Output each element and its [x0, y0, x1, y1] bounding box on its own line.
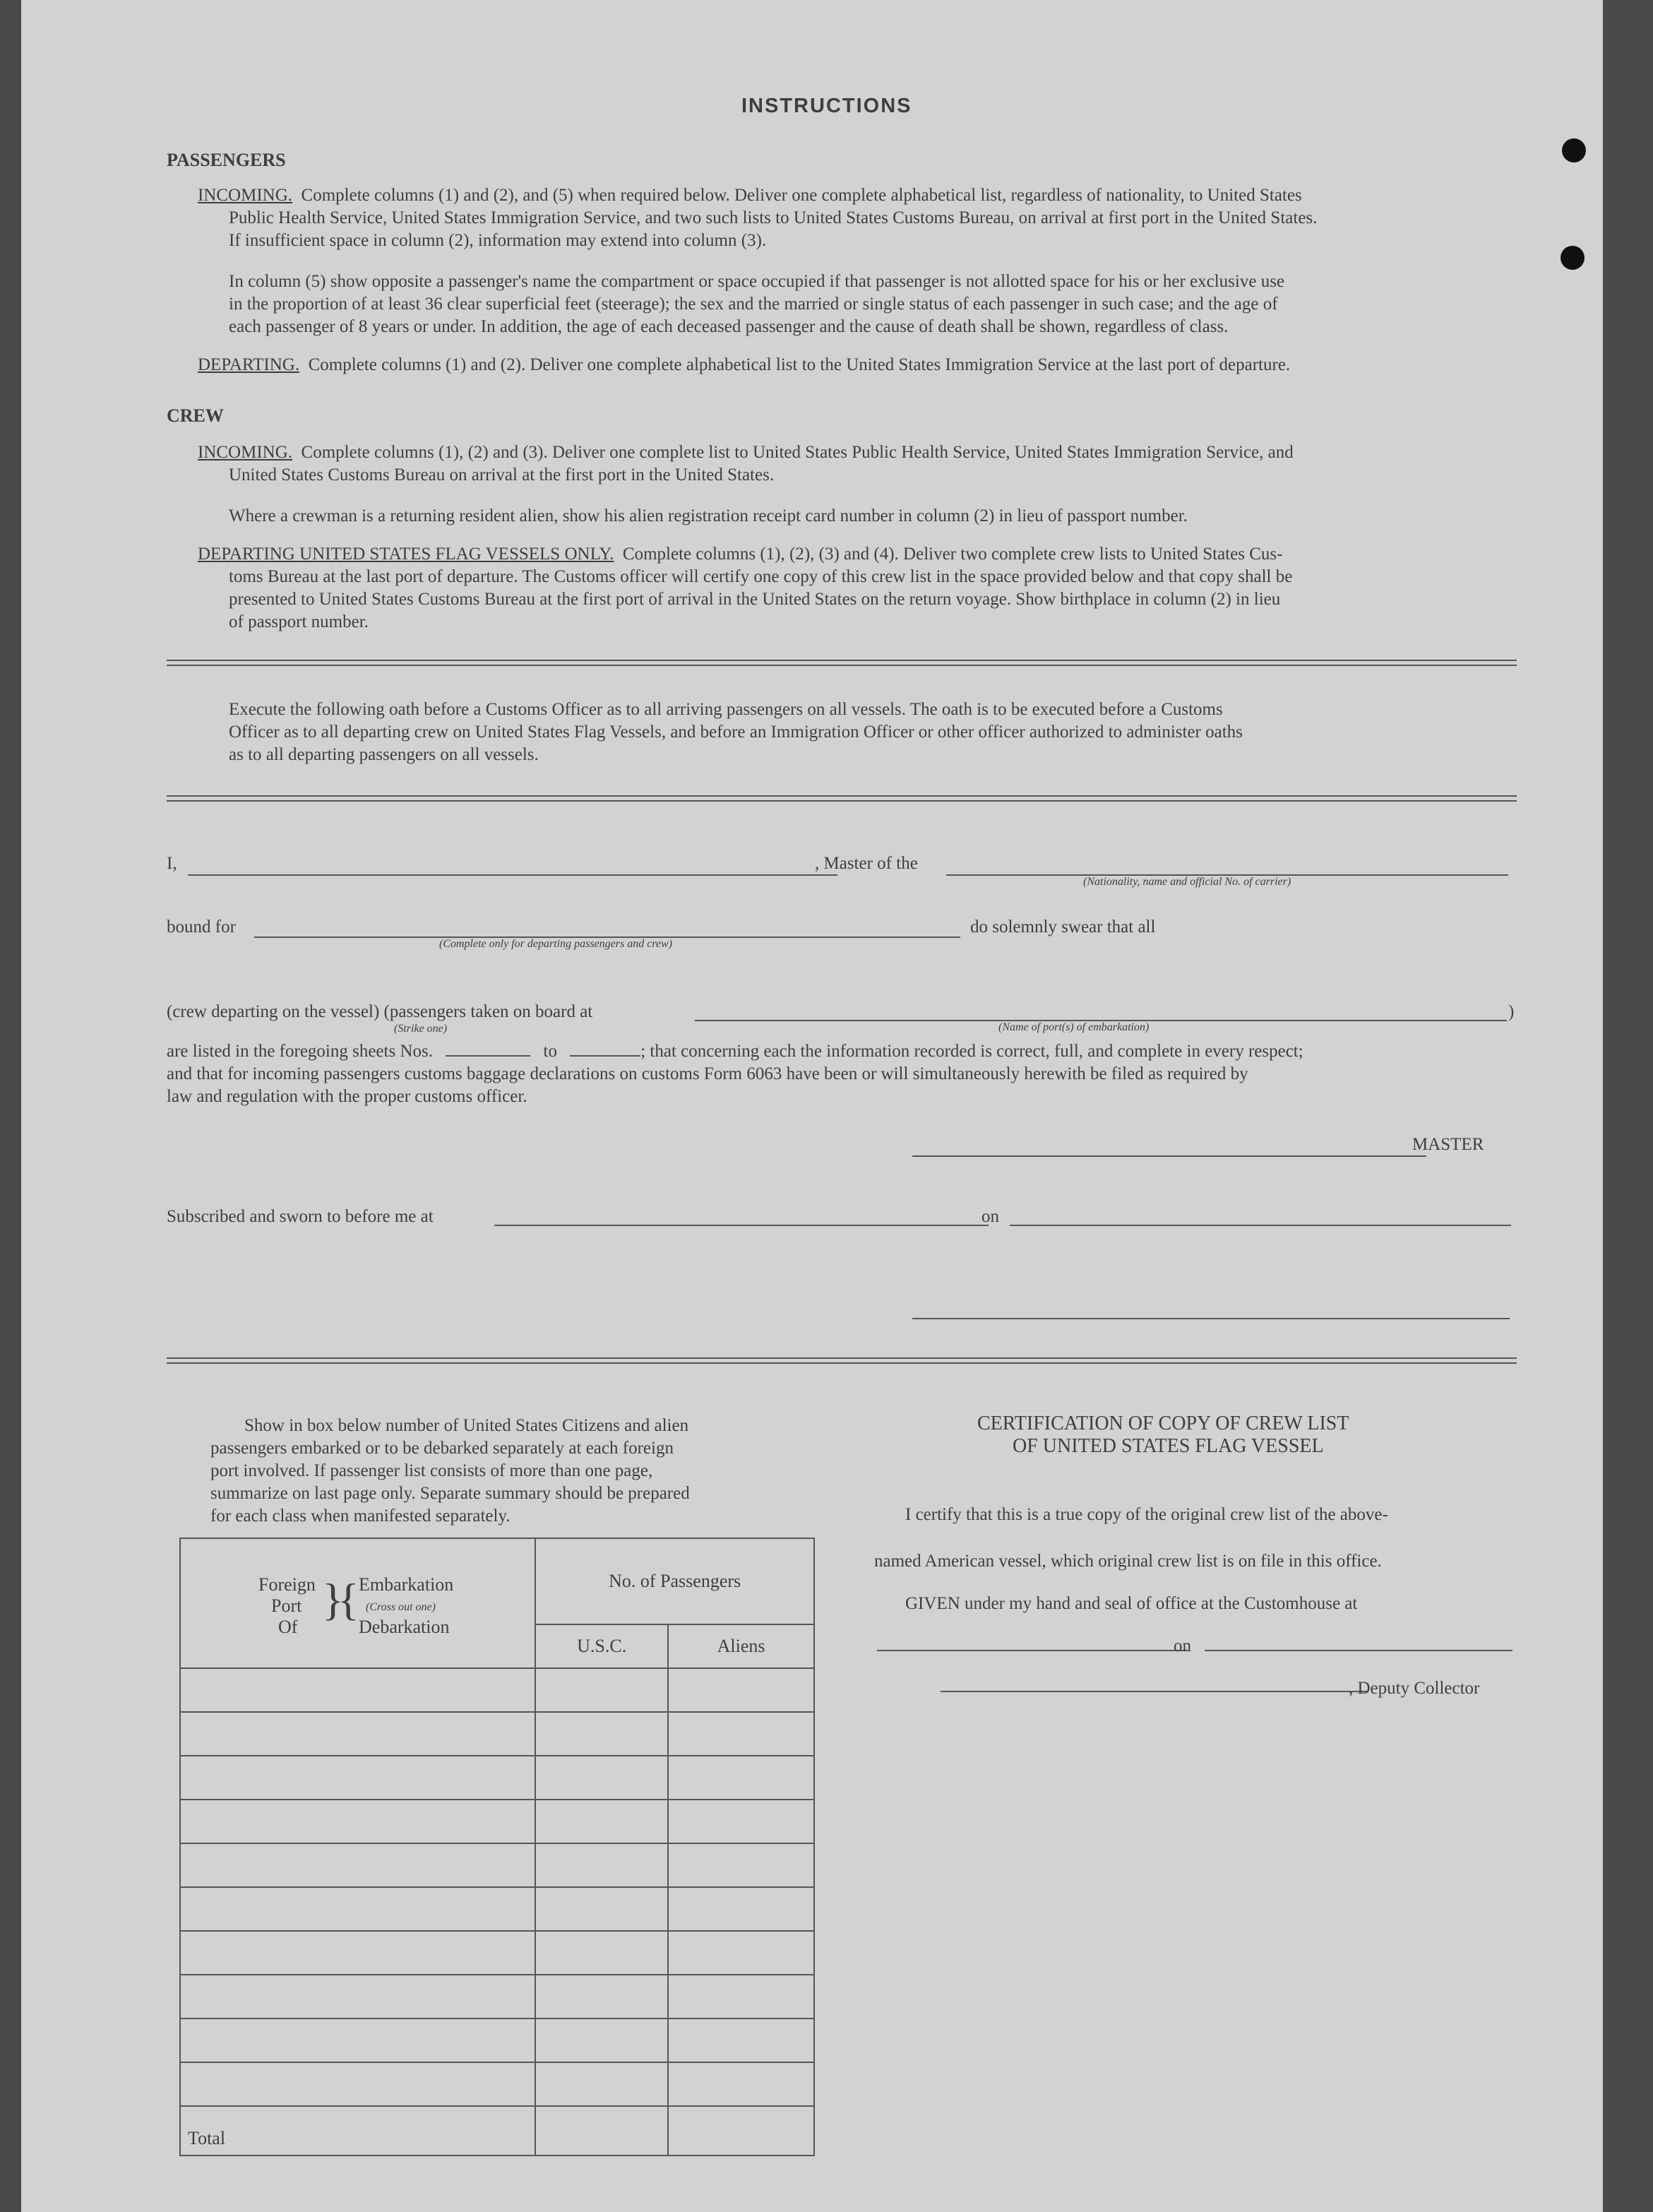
divider-3 — [167, 1357, 1517, 1364]
cross-out-label: (Cross out one) — [366, 1601, 436, 1613]
port-cell[interactable] — [180, 1843, 535, 1887]
table-row — [180, 1756, 814, 1800]
passengers-column5-line-2: in the proportion of at least 36 clear superficial feet (steerage); the sex and the married or single status of each passenger in such case; and the age of — [229, 295, 1278, 314]
subscribed-label: Subscribed and sworn to before me at — [167, 1207, 434, 1226]
passengers-departing-line — [198, 355, 1290, 376]
bound-for-caption: (Complete only for departing passengers and crew) — [439, 938, 673, 950]
table-row — [180, 2018, 814, 2062]
table-row — [180, 1712, 814, 1756]
total-label: Total — [180, 2106, 535, 2155]
punch-hole-bottom — [1560, 246, 1585, 270]
of-label: Of — [278, 1617, 298, 1637]
port-cell[interactable] — [180, 1712, 535, 1756]
listed-label-b: to — [543, 1042, 557, 1061]
passengers-incoming-line-3: If insufficient space in column (2), information may extend into column (3). — [229, 231, 767, 250]
usc-cell[interactable] — [535, 1887, 668, 1931]
summary-instruction-line-4: summarize on last page only. Separate summary should be prepared — [210, 1484, 690, 1503]
port-cell[interactable] — [180, 1887, 535, 1931]
crew-flag-line-1 — [198, 544, 1282, 565]
passengers-heading: PASSENGERS — [167, 150, 286, 170]
summary-instruction-line-1: Show in box below number of United States Citizens and alien — [244, 1416, 689, 1435]
aliens-cell[interactable] — [668, 1668, 814, 1712]
crew-departing-label: (crew departing on the vessel) (passengers taken on board at — [167, 1002, 593, 1021]
officer-signature-field[interactable] — [912, 1318, 1510, 1319]
listed-label-a: are listed in the foregoing sheets Nos. — [167, 1042, 433, 1061]
brace-right: { — [338, 1574, 359, 1624]
usc-header: U.S.C. — [535, 1624, 668, 1668]
port-cell[interactable] — [180, 1975, 535, 2018]
port-cell[interactable] — [180, 2062, 535, 2106]
total-row — [180, 2106, 814, 2155]
embarkation-label: Embarkation — [359, 1574, 454, 1595]
divider-2 — [167, 795, 1517, 802]
passengers-incoming-text-1: Complete columns (1) and (2), and (5) when required below. Deliver one complete alphabetical list, regardless of nationality, to United States — [301, 186, 1302, 205]
summary-instruction-line-3: port involved. If passenger list consists of more than one page, — [210, 1461, 653, 1480]
passenger-summary-table — [179, 1538, 815, 2156]
deputy-signature-field[interactable] — [941, 1691, 1368, 1692]
subscribed-place-field[interactable] — [494, 1225, 989, 1226]
master-signature-label: MASTER — [1412, 1135, 1484, 1154]
passengers-column5-line-1: In column (5) show opposite a passenger's name the compartment or space occupied if that passenger is not allotted space for his or her exclusive use — [229, 272, 1285, 291]
no-passengers-header: No. of Passengers — [535, 1538, 814, 1624]
passengers-column5-line-3: each passenger of 8 years or under. In addition, the age of each deceased passenger and the cause of death shall be shown, regardless of class. — [229, 317, 1229, 336]
crew-flag-line-4: of passport number. — [229, 612, 369, 631]
crew-flag-line-2: toms Bureau at the last port of departure. The Customs officer will certify one copy of this crew list in the space provided below and that copy shall be — [229, 567, 1293, 586]
certification-line-3: GIVEN under my hand and seal of office at the Customhouse at — [905, 1594, 1358, 1613]
crew-heading: CREW — [167, 405, 224, 426]
port-header-cell — [180, 1538, 535, 1668]
port-cell[interactable] — [180, 1668, 535, 1712]
deputy-collector-label: , Deputy Collector — [1349, 1679, 1480, 1698]
summary-instruction-line-5: for each class when manifested separately. — [210, 1506, 511, 1526]
crew-incoming-line-2: United States Customs Bureau on arrival at the first port in the United States. — [229, 465, 775, 484]
table-row — [180, 1887, 814, 1931]
oath-instruction-line-2: Officer as to all departing crew on United States Flag Vessels, and before an Immigration Officer or other officer authorized to administer oaths — [229, 723, 1243, 742]
subscribed-on-label: on — [981, 1207, 999, 1226]
punch-hole-top — [1562, 138, 1586, 162]
passengers-incoming-line-2: Public Health Service, United States Immigration Service, and two such lists to United States Customs Bureau, on arrival at first port in the United States. — [229, 208, 1318, 227]
carrier-caption: (Nationality, name and official No. of carrier) — [1083, 876, 1291, 888]
usc-cell[interactable] — [535, 2062, 668, 2106]
port-cell[interactable] — [180, 1756, 535, 1800]
passengers-incoming-line-1 — [198, 185, 1302, 206]
brace-left: } — [322, 1574, 344, 1624]
table-header-row — [180, 1538, 814, 1624]
table-row — [180, 1843, 814, 1887]
usc-cell[interactable] — [535, 1712, 668, 1756]
page-title: INSTRUCTIONS — [741, 95, 912, 117]
foreign-label: Foreign — [258, 1574, 316, 1595]
oath-instruction-line-3: as to all departing passengers on all vessels. — [229, 745, 539, 764]
usc-cell[interactable] — [535, 1800, 668, 1843]
close-paren: ) — [1508, 1002, 1515, 1021]
usc-cell[interactable] — [535, 1975, 668, 2018]
usc-cell[interactable] — [535, 2018, 668, 2062]
table-row — [180, 1800, 814, 1843]
master-name-field[interactable] — [188, 874, 837, 876]
aliens-header: Aliens — [668, 1624, 814, 1668]
strike-one-caption: (Strike one) — [394, 1023, 448, 1035]
listed-line-1 — [167, 1041, 1303, 1062]
bound-for-label: bound for — [167, 917, 236, 936]
oath-instruction-line-1: Execute the following oath before a Customs Officer as to all arriving passengers on all vessels. The oath is to be executed before a Customs — [229, 700, 1223, 719]
total-aliens-cell[interactable] — [668, 2106, 814, 2155]
crew-resident-line: Where a crewman is a returning resident alien, show his alien registration receipt card number in column (2) in lieu of passport number. — [229, 506, 1188, 525]
summary-instruction-line-2: passengers embarked or to be debarked separately at each foreign — [210, 1439, 674, 1458]
aliens-cell[interactable] — [668, 1975, 814, 2018]
crew-flag-label: DEPARTING UNITED STATES FLAG VESSELS ONLY. — [198, 545, 614, 564]
port-label: Port — [271, 1595, 302, 1616]
aliens-cell[interactable] — [668, 2062, 814, 2106]
listed-line-2: and that for incoming passengers customs baggage declarations on customs Form 6063 have been or will simultaneously herewith be filed as required by — [167, 1064, 1248, 1083]
passengers-departing-text: Complete columns (1) and (2). Deliver one complete alphabetical list to the United States Immigration Service at the last port of departure. — [308, 355, 1291, 374]
subscribed-date-field[interactable] — [1010, 1225, 1511, 1226]
master-of-label: , Master of the — [815, 854, 918, 873]
certification-line-1: I certify that this is a true copy of the original crew list of the above- — [905, 1505, 1388, 1524]
crew-flag-text-1: Complete columns (1), (2), (3) and (4). Deliver two complete crew lists to United States Cus- — [622, 545, 1283, 564]
table-row — [180, 1668, 814, 1712]
aliens-cell[interactable] — [668, 1887, 814, 1931]
aliens-cell[interactable] — [668, 1756, 814, 1800]
passengers-departing-label: DEPARTING. — [198, 355, 300, 374]
ports-caption: (Name of port(s) of embarkation) — [998, 1021, 1150, 1033]
sheet-from-field[interactable] — [446, 1041, 530, 1057]
master-signature-field[interactable] — [912, 1155, 1426, 1157]
aliens-cell[interactable] — [668, 1800, 814, 1843]
certification-title-1: CERTIFICATION OF COPY OF CREW LIST — [977, 1413, 1349, 1434]
sheet-to-field[interactable] — [570, 1041, 640, 1057]
form-page — [21, 0, 1603, 2212]
total-usc-cell[interactable] — [535, 2106, 668, 2155]
certification-line-2: named American vessel, which original crew list is on file in this office. — [874, 1552, 1382, 1571]
aliens-cell[interactable] — [668, 1931, 814, 1975]
listed-line-3: law and regulation with the proper customs officer. — [167, 1087, 527, 1106]
table-row — [180, 2062, 814, 2106]
crew-flag-line-3: presented to United States Customs Bureau at the first port of arrival in the United States on the return voyage. Show birthplace in column (2) in lieu — [229, 590, 1281, 609]
customhouse-place-field[interactable] — [877, 1650, 1188, 1651]
aliens-cell[interactable] — [668, 1843, 814, 1887]
swear-label: do solemnly swear that all — [970, 917, 1156, 936]
oath-i-label: I, — [167, 854, 177, 873]
crew-incoming-text-1: Complete columns (1), (2) and (3). Deliver one complete list to United States Public Health Service, United States Immigration Service, and — [301, 443, 1294, 462]
certification-on-label: on — [1174, 1636, 1191, 1655]
debarkation-label: Debarkation — [359, 1617, 450, 1637]
table-row — [180, 1931, 814, 1975]
port-cell[interactable] — [180, 1931, 535, 1975]
certification-title-2: OF UNITED STATES FLAG VESSEL — [1013, 1435, 1324, 1457]
port-cell[interactable] — [180, 1800, 535, 1843]
table-row — [180, 1975, 814, 2018]
passengers-incoming-label: INCOMING. — [198, 186, 293, 205]
listed-label-c: ; that concerning each the information recorded is correct, full, and complete in every respect; — [640, 1042, 1303, 1061]
crew-incoming-label: INCOMING. — [198, 443, 293, 462]
aliens-cell[interactable] — [668, 1712, 814, 1756]
usc-cell[interactable] — [535, 1843, 668, 1887]
usc-cell[interactable] — [535, 1756, 668, 1800]
usc-cell[interactable] — [535, 1668, 668, 1712]
port-cell[interactable] — [180, 2018, 535, 2062]
aliens-cell[interactable] — [668, 2018, 814, 2062]
crew-incoming-line-1 — [198, 442, 1294, 463]
usc-cell[interactable] — [535, 1931, 668, 1975]
certification-date-field[interactable] — [1205, 1650, 1512, 1651]
divider-1 — [167, 660, 1517, 666]
